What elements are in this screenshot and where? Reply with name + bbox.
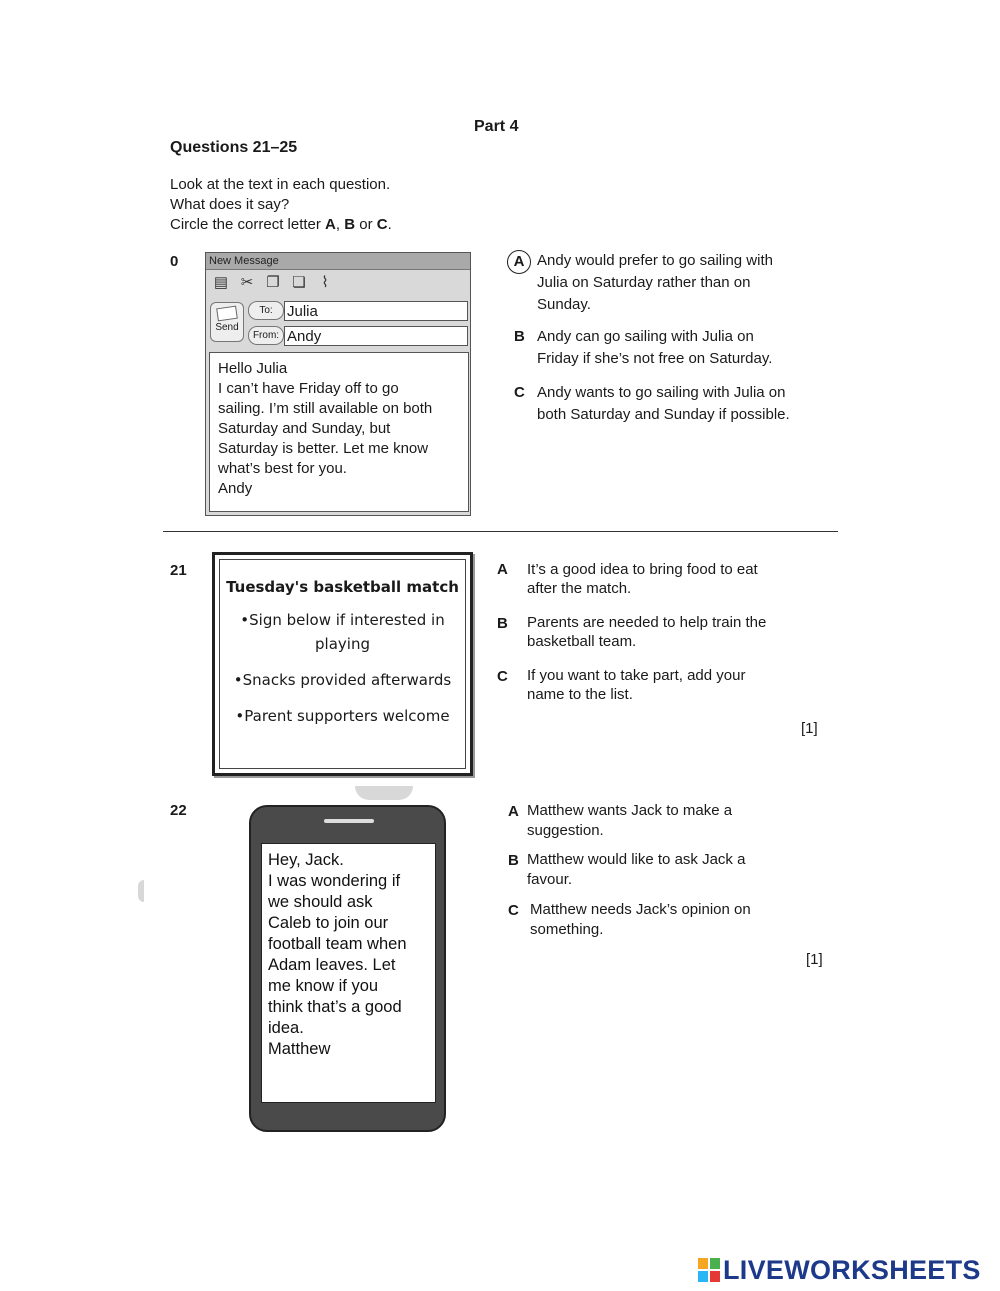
section-divider bbox=[163, 531, 838, 532]
phone bbox=[249, 805, 446, 1132]
question-number: 22 bbox=[170, 802, 187, 819]
email-window-title: New Message bbox=[206, 253, 470, 270]
notice-item: •Sign below if interested in playing bbox=[240, 611, 445, 653]
paste-icon: ❏ bbox=[292, 274, 306, 291]
mark-label: [1] bbox=[806, 951, 823, 968]
from-field: Andy bbox=[284, 326, 468, 346]
question-number: 21 bbox=[170, 562, 187, 579]
decorative-shape bbox=[138, 880, 144, 902]
question-number: 0 bbox=[170, 253, 179, 270]
copy-icon: ❐ bbox=[266, 274, 280, 291]
part-title: Part 4 bbox=[474, 118, 519, 135]
attach-icon: ⌇ bbox=[321, 274, 329, 291]
phone-screen: Hey, Jack. I was wondering if we should ask Caleb to join our football team when Adam leaves. Let me know if you think that’s a good idea. Matthew bbox=[261, 843, 436, 1103]
cut-icon: ✂ bbox=[240, 274, 254, 291]
to-field: Julia bbox=[284, 301, 468, 321]
email-toolbar bbox=[208, 271, 334, 293]
address-book-icon: ▤ bbox=[213, 274, 229, 291]
basketball-notice bbox=[212, 552, 473, 776]
to-label: To: bbox=[248, 301, 284, 320]
logo-icon bbox=[698, 1258, 720, 1282]
from-label: From: bbox=[248, 326, 284, 345]
phone-speaker bbox=[324, 819, 374, 823]
notice-item: •Parent supporters welcome bbox=[235, 707, 450, 725]
mark-label: [1] bbox=[801, 720, 818, 737]
instruction-line: What does it say? bbox=[170, 196, 290, 213]
notice-item: •Snacks provided afterwards bbox=[233, 671, 452, 689]
notice-title: Tuesday's basketball match bbox=[226, 578, 459, 596]
decorative-shape bbox=[355, 786, 413, 800]
instruction-line: Look at the text in each question. bbox=[170, 176, 391, 193]
email-body: Hello Julia I can’t have Friday off to go sailing. I’m still available on both Saturday and Sunday, but Saturday is better. Let me know what’s best for you. Andy bbox=[209, 352, 469, 512]
questions-title: Questions 21–25 bbox=[170, 139, 298, 156]
envelope-icon bbox=[216, 306, 238, 322]
email-window bbox=[205, 252, 471, 516]
instruction-circle-line: Circle the correct letter A, B or C. bbox=[170, 216, 392, 233]
send-button: Send bbox=[210, 302, 244, 342]
circled-answer-a: A bbox=[507, 250, 531, 274]
logo-text: LIVEWORKSHEETS bbox=[723, 1254, 981, 1285]
liveworksheets-logo bbox=[698, 1255, 981, 1285]
